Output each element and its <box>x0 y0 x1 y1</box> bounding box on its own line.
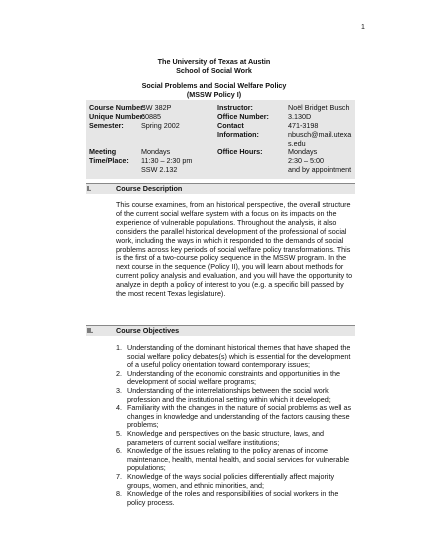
unique-number-value: 60885 <box>141 112 161 121</box>
email-line-1: nbusch@mail.utexa <box>288 130 352 139</box>
objective-text: Understanding of the interrelationships between the social work profession and the institutional setting within which it developed; <box>127 385 331 404</box>
objective-text: Familiarity with the changes in the nature of social problems as well as changes in knowledge and understanding of the factors causing these problems; <box>127 403 352 430</box>
objective-number: 7. <box>116 471 122 481</box>
section-heading-course-description <box>86 183 355 194</box>
phone-number: 471-3198 <box>288 121 319 130</box>
objective-number: 6. <box>116 446 122 456</box>
semester-value: Spring 2002 <box>141 121 180 130</box>
objective-number: 5. <box>116 428 122 438</box>
course-description-paragraph: This course examines, from an historical perspective, the overall structure of the current social welfare system with a focus on its impacts on the experience of vulnerable populations. Throughout the analysis, it also considers the parallel historical development of the professional of social work, including the ways in which it responded to the demands of social problems across key periods of social welfare policy transformations. This is the first of a two-course policy sequence in the MSSW program. In the next course in the sequence (Policy II), you will learn about methods for current policy analysis and evaluation, and you will have the opportunity to analyze in depth a policy of interest to you (e.g. a specific bill passed by the most recent Texas legislature). <box>116 200 353 299</box>
objective-text: Knowledge of the issues relating to the policy arenas of income maintenance, health, mental health, and social services for vulnerable populations; <box>127 446 350 473</box>
objective-item <box>116 387 356 404</box>
contact-label: Contact <box>217 121 244 130</box>
objective-number: 4. <box>116 403 122 413</box>
section-title: Course Objectives <box>116 326 180 335</box>
course-title: Social Problems and Social Welfare Policy <box>141 81 287 90</box>
objective-text: Knowledge of the ways social policies differentially affect majority groups, women, and ethnic minorities, and; <box>127 471 335 490</box>
office-hours-day: Mondays <box>288 147 318 156</box>
school-name: School of Social Work <box>176 66 252 75</box>
objective-item <box>116 473 356 490</box>
objectives-list <box>116 344 356 507</box>
instructor-label: Instructor: <box>217 103 253 112</box>
objective-number: 8. <box>116 489 122 499</box>
objective-text: Understanding of the economic constraints and opportunities in the development of social welfare programs; <box>127 368 340 387</box>
objective-item <box>116 447 356 473</box>
office-hours-time: 2:30 – 5:00 <box>288 156 324 165</box>
objective-text: Knowledge and perspectives on the basic structure, laws, and parameters of current social welfare institutions; <box>127 428 324 447</box>
meeting-day: Mondays <box>141 147 171 156</box>
course-number-value: SW 382P <box>141 103 172 112</box>
objective-number: 2. <box>116 368 122 378</box>
objective-item <box>116 344 356 370</box>
university-name: The University of Texas at Austin <box>157 57 271 66</box>
office-number-value: 3.130D <box>288 112 312 121</box>
semester-label: Semester: <box>89 121 124 130</box>
meeting-label: Meeting <box>89 147 117 156</box>
contact-information-label: Information: <box>217 130 259 139</box>
course-subtitle: (MSSW Policy I) <box>186 90 242 99</box>
objective-number: 1. <box>116 343 122 352</box>
section-number: I. <box>87 184 91 193</box>
office-hours-extra: and by appointment <box>288 165 352 174</box>
section-title: Course Description <box>116 184 183 193</box>
email-line-2: s.edu <box>288 139 306 148</box>
objective-item <box>116 370 356 387</box>
objective-text: Understanding of the dominant historical themes that have shaped the social welfare policy debates(s) which is essential for the development of a useful policy orientation toward contemporary issues; <box>127 343 351 370</box>
unique-number-label: Unique Number: <box>89 112 145 121</box>
objective-number: 3. <box>116 385 122 395</box>
page-number: 1 <box>361 24 365 31</box>
meeting-place: SSW 2.132 <box>141 165 178 174</box>
objective-item <box>116 430 356 447</box>
meeting-time: 11:30 – 2:30 pm <box>141 156 193 165</box>
course-number-label: Course Number: <box>89 103 146 112</box>
instructor-name: Noël Bridget Busch <box>288 103 350 112</box>
section-number: II. <box>87 326 93 335</box>
time-place-label: Time/Place: <box>89 156 129 165</box>
office-number-label: Office Number: <box>217 112 269 121</box>
course-info-box <box>86 100 355 179</box>
office-hours-label: Office Hours: <box>217 147 263 156</box>
objective-item <box>116 490 356 507</box>
objective-item <box>116 404 356 430</box>
section-heading-course-objectives <box>86 325 355 336</box>
objective-text: Knowledge of the roles and responsibilities of social workers in the policy process. <box>127 489 339 507</box>
